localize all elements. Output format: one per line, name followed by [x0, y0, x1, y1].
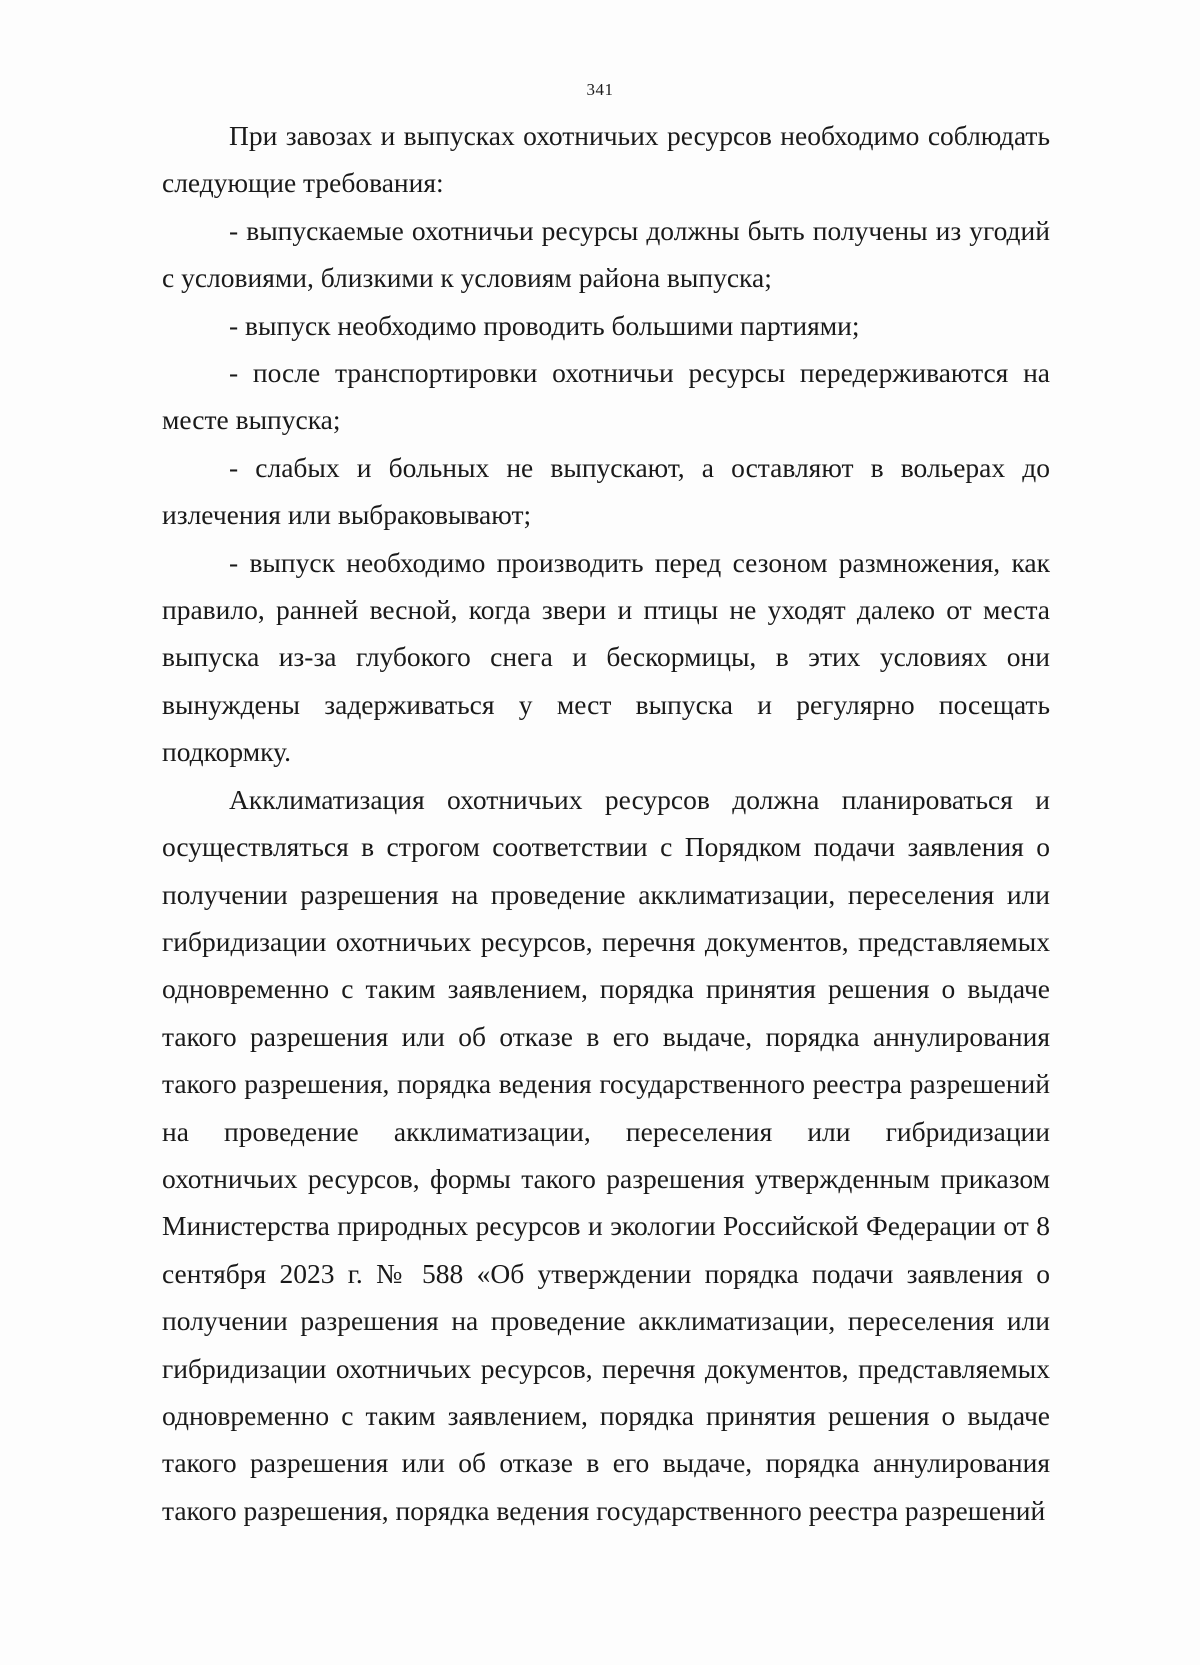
list-item-batches: - выпуск необходимо проводить большими партиями;: [229, 309, 860, 341]
page-number: 341: [586, 80, 614, 99]
list-item-timing: - выпуск необходимо производить перед сезоном размножения, как правило, ранней весной, когда звери и птицы не уходят далеко от места выпуска из-за глубокого снега и бескормицы, в этих условиях они вынуждены задерживаться у мест выпуска и регулярно посещать подкормку.: [162, 546, 1050, 768]
list-item-holding: - после транспортировки охотничьи ресурсы передерживаются на месте выпуска;: [162, 357, 1050, 436]
paragraph-acclimatization: Акклиматизация охотничьих ресурсов должна планироваться и осуществляться в строгом соответствии с Порядком подачи заявления о получении разрешения на проведение акклиматизации, переселения или гибридизации охотничьих ресурсов, перечня документов, представляемых одновременно с таким заявлением, порядка принятия решения о выдаче такого разрешения или об отказе в его выдаче, порядка аннулирования такого разрешения, порядка ведения государственного реестра разрешений на проведение акклиматизации, переселения или гибридизации охотничьих ресурсов, формы такого разрешения утвержденным приказом Министерства природных ресурсов и экологии Российской Федерации от 8 сентября 2023 г. № 588 «Об утверждении порядка подачи заявления о получении разрешения на проведение акклиматизации, переселения или гибридизации охотничьих ресурсов, перечня документов, представляемых одновременно с таким заявлением, порядка принятия решения о выдаче такого разрешения или об отказе в его выдаче, порядка аннулирования такого разрешения, порядка ведения государственного реестра разрешений: [162, 783, 1050, 1526]
paragraph-intro: При завозах и выпусках охотничьих ресурсов необходимо соблюдать следующие требования:: [162, 120, 1050, 199]
list-item-origin: - выпускаемые охотничьи ресурсы должны быть получены из угодий с условиями, близкими к условиям района выпуска;: [162, 214, 1050, 294]
list-item-weak-animals: - слабых и больных не выпускают, а оставляют в вольерах до излечения или выбраковывают;: [162, 451, 1050, 531]
document-body: [162, 112, 1050, 1534]
